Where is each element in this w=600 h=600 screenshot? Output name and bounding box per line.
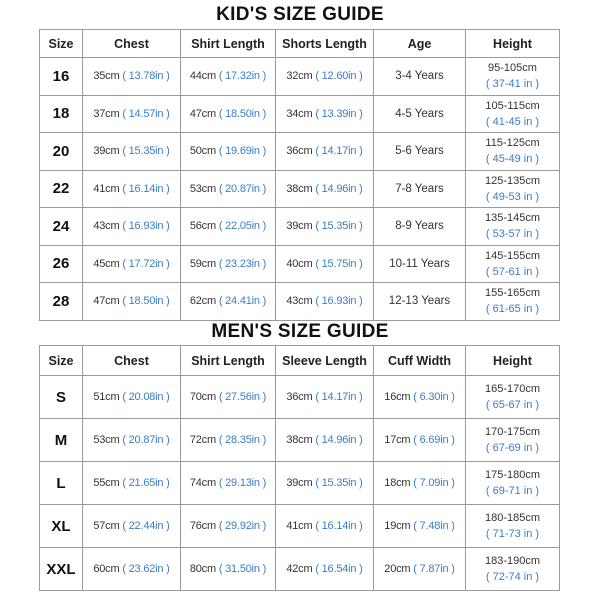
- shirt-cell: [181, 283, 276, 321]
- shirt-cell: [181, 133, 276, 171]
- shirt-inch-value: ( 17.32in ): [218, 70, 267, 83]
- chest-cell: [83, 505, 181, 548]
- height-cell: [466, 95, 560, 133]
- height-cell: [466, 419, 560, 462]
- height-cm-value: 183-190cm: [484, 555, 541, 567]
- cuff-inch-value: ( 6.30in ): [413, 391, 455, 403]
- chest-cm-value: 47cm: [93, 295, 120, 308]
- height-cell: [466, 58, 560, 96]
- chest-inch-value: ( 16.14in ): [122, 182, 170, 195]
- shorts-inch-value: ( 15.35in ): [315, 220, 363, 233]
- shorts-cell: [276, 283, 374, 321]
- chest-cell: [83, 376, 181, 419]
- shorts-inch-value: ( 15.75in ): [315, 257, 363, 270]
- table-row: [40, 283, 560, 321]
- cuff-cm-value: 17cm: [384, 434, 411, 446]
- shirt-cm-value: 74cm: [189, 477, 216, 489]
- height-inch-value: ( 57-61 in ): [485, 265, 540, 278]
- table-header-row: [40, 346, 560, 376]
- chest-cm-value: 41cm: [93, 182, 120, 195]
- sleeve-inch-value: ( 15.35in ): [315, 477, 363, 489]
- height-inch-value: ( 41-45 in ): [485, 115, 540, 128]
- cuff-cell: [374, 505, 466, 548]
- size-cell: 20: [40, 133, 83, 171]
- chest-cm-value: 51cm: [93, 391, 120, 403]
- shorts-cell: [276, 245, 374, 283]
- cuff-inch-value: ( 7.87in ): [413, 563, 455, 575]
- sleeve-cm-value: 39cm: [286, 477, 313, 489]
- height-inch-value: ( 53-57 in ): [485, 228, 540, 241]
- shorts-inch-value: ( 12.60in ): [315, 70, 363, 83]
- kids-size-table: [39, 29, 560, 321]
- chest-cell: [83, 548, 181, 591]
- cuff-cm-value: 18cm: [384, 477, 411, 489]
- chest-cm-value: 35cm: [93, 70, 120, 83]
- chest-cell: [83, 283, 181, 321]
- column-header: Cuff Width: [374, 346, 466, 376]
- sleeve-cm-value: 38cm: [286, 434, 313, 446]
- table-row: [40, 58, 560, 96]
- column-header: Chest: [83, 346, 181, 376]
- chest-cell: [83, 462, 181, 505]
- shirt-cm-value: 53cm: [189, 182, 216, 195]
- shorts-cm-value: 34cm: [286, 107, 313, 120]
- height-cell: [466, 170, 560, 208]
- shorts-cell: [276, 95, 374, 133]
- shirt-cm-value: 80cm: [189, 563, 216, 575]
- table-row: [40, 95, 560, 133]
- shirt-inch-value: ( 28.35in ): [218, 434, 267, 446]
- table-row: [40, 376, 560, 419]
- shirt-cm-value: 50cm: [189, 145, 216, 158]
- height-cm-value: 180-185cm: [484, 512, 541, 524]
- chest-cell: [83, 419, 181, 462]
- table-row: [40, 170, 560, 208]
- chest-inch-value: ( 23.62in ): [122, 563, 170, 575]
- age-cell: 12-13 Years: [374, 283, 466, 321]
- height-inch-value: ( 71-73 in ): [485, 528, 540, 540]
- table-row: [40, 133, 560, 171]
- height-inch-value: ( 61-65 in ): [485, 303, 540, 316]
- shorts-inch-value: ( 13.39in ): [315, 107, 363, 120]
- table-row: [40, 245, 560, 283]
- shorts-cell: [276, 58, 374, 96]
- shirt-inch-value: ( 19.69in ): [218, 145, 267, 158]
- height-cell: [466, 505, 560, 548]
- shirt-inch-value: ( 29.13in ): [218, 477, 267, 489]
- size-cell: 24: [40, 208, 83, 246]
- sleeve-inch-value: ( 14.17in ): [315, 391, 363, 403]
- shirt-inch-value: ( 27.56in ): [218, 391, 267, 403]
- shirt-cell: [181, 505, 276, 548]
- cuff-inch-value: ( 7.09in ): [413, 477, 455, 489]
- shirt-inch-value: ( 20.87in ): [218, 182, 267, 195]
- shirt-cell: [181, 208, 276, 246]
- chest-inch-value: ( 17.72in ): [122, 257, 170, 270]
- chest-inch-value: ( 20.87in ): [122, 434, 170, 446]
- height-cm-value: 155-165cm: [484, 287, 541, 300]
- height-cell: [466, 462, 560, 505]
- age-cell: 3-4 Years: [374, 58, 466, 96]
- chest-inch-value: ( 14.57in ): [122, 107, 170, 120]
- size-cell: XL: [40, 505, 83, 548]
- chest-cm-value: 57cm: [93, 520, 120, 532]
- shirt-inch-value: ( 31.50in ): [218, 563, 267, 575]
- table-header-row: [40, 30, 560, 58]
- cuff-cell: [374, 462, 466, 505]
- shirt-inch-value: ( 29.92in ): [218, 520, 267, 532]
- shorts-cm-value: 32cm: [286, 70, 313, 83]
- table-row: [40, 208, 560, 246]
- column-header: Age: [374, 30, 466, 58]
- sleeve-cm-value: 36cm: [286, 391, 313, 403]
- height-cell: [466, 208, 560, 246]
- cuff-cell: [374, 419, 466, 462]
- column-header: Shirt Length: [181, 30, 276, 58]
- shirt-cm-value: 56cm: [189, 220, 216, 233]
- height-inch-value: ( 65-67 in ): [485, 399, 540, 411]
- height-cell: [466, 245, 560, 283]
- shorts-cell: [276, 208, 374, 246]
- cuff-cell: [374, 376, 466, 419]
- height-inch-value: ( 67-69 in ): [485, 442, 540, 454]
- height-cm-value: 105-115cm: [485, 99, 540, 112]
- size-cell: 16: [40, 58, 83, 96]
- height-cm-value: 125-135cm: [484, 174, 541, 187]
- shirt-inch-value: ( 18.50in ): [218, 107, 267, 120]
- sleeve-cell: [276, 505, 374, 548]
- chest-cell: [83, 245, 181, 283]
- shirt-cell: [181, 95, 276, 133]
- size-cell: S: [40, 376, 83, 419]
- height-cm-value: 95-105cm: [488, 62, 537, 75]
- sleeve-cell: [276, 548, 374, 591]
- shorts-cell: [276, 133, 374, 171]
- cuff-inch-value: ( 6.69in ): [413, 434, 455, 446]
- table-row: [40, 505, 560, 548]
- shorts-cell: [276, 170, 374, 208]
- chest-cell: [83, 95, 181, 133]
- column-header: Height: [466, 346, 560, 376]
- height-cell: [466, 548, 560, 591]
- chest-cm-value: 37cm: [93, 107, 120, 120]
- kids-size-guide-title: KID'S SIZE GUIDE: [216, 4, 384, 25]
- age-cell: 8-9 Years: [374, 208, 466, 246]
- column-header: Height: [466, 30, 560, 58]
- age-cell: 4-5 Years: [374, 95, 466, 133]
- chest-cell: [83, 133, 181, 171]
- sleeve-inch-value: ( 16.14in ): [315, 520, 363, 532]
- sleeve-inch-value: ( 14.96in ): [315, 434, 363, 446]
- shorts-cm-value: 36cm: [286, 145, 313, 158]
- shirt-cell: [181, 419, 276, 462]
- height-cm-value: 115-125cm: [485, 137, 540, 150]
- shorts-cm-value: 40cm: [286, 257, 313, 270]
- shirt-cm-value: 76cm: [189, 520, 216, 532]
- chest-inch-value: ( 18.50in ): [122, 295, 170, 308]
- chest-inch-value: ( 16.93in ): [122, 220, 170, 233]
- shirt-inch-value: ( 23.23in ): [218, 257, 267, 270]
- shirt-cell: [181, 376, 276, 419]
- chest-cm-value: 43cm: [93, 220, 120, 233]
- shirt-cell: [181, 170, 276, 208]
- sleeve-cm-value: 41cm: [286, 520, 313, 532]
- shirt-cell: [181, 462, 276, 505]
- age-cell: 7-8 Years: [374, 170, 466, 208]
- sleeve-cm-value: 42cm: [286, 563, 313, 575]
- height-cm-value: 170-175cm: [484, 426, 541, 438]
- size-cell: L: [40, 462, 83, 505]
- chest-cm-value: 55cm: [93, 477, 120, 489]
- height-cm-value: 165-170cm: [484, 383, 541, 395]
- shirt-cm-value: 72cm: [189, 434, 216, 446]
- chest-inch-value: ( 13.78in ): [122, 70, 170, 83]
- table-row: [40, 548, 560, 591]
- sleeve-inch-value: ( 16.54in ): [315, 563, 363, 575]
- chest-inch-value: ( 20.08in ): [122, 391, 170, 403]
- shirt-cm-value: 62cm: [189, 295, 216, 308]
- height-cm-value: 135-145cm: [484, 212, 541, 225]
- height-inch-value: ( 49-53 in ): [485, 190, 540, 203]
- shirt-cm-value: 70cm: [189, 391, 216, 403]
- chest-cell: [83, 170, 181, 208]
- height-cell: [466, 376, 560, 419]
- sleeve-cell: [276, 462, 374, 505]
- shirt-cell: [181, 245, 276, 283]
- cuff-cm-value: 20cm: [384, 563, 411, 575]
- height-cell: [466, 283, 560, 321]
- chest-cell: [83, 208, 181, 246]
- height-cell: [466, 133, 560, 171]
- shirt-cm-value: 59cm: [189, 257, 216, 270]
- table-row: [40, 419, 560, 462]
- column-header: Size: [40, 346, 83, 376]
- height-inch-value: ( 37-41 in ): [485, 78, 540, 91]
- cuff-cm-value: 16cm: [384, 391, 411, 403]
- mens-size-table: [39, 345, 560, 591]
- chest-cm-value: 60cm: [93, 563, 120, 575]
- column-header: Shirt Length: [181, 346, 276, 376]
- shorts-inch-value: ( 14.96in ): [315, 182, 363, 195]
- size-cell: XXL: [40, 548, 83, 591]
- shorts-cm-value: 38cm: [286, 182, 313, 195]
- chest-cm-value: 39cm: [93, 145, 120, 158]
- cuff-inch-value: ( 7.48in ): [413, 520, 455, 532]
- height-cm-value: 145-155cm: [484, 249, 541, 262]
- shirt-cm-value: 47cm: [189, 107, 216, 120]
- height-cm-value: 175-180cm: [484, 469, 541, 481]
- cuff-cm-value: 19cm: [384, 520, 411, 532]
- shirt-cell: [181, 58, 276, 96]
- height-inch-value: ( 69-71 in ): [485, 485, 540, 497]
- chest-cm-value: 53cm: [93, 434, 120, 446]
- sleeve-cell: [276, 376, 374, 419]
- shirt-cm-value: 44cm: [189, 70, 216, 83]
- height-inch-value: ( 45-49 in ): [485, 153, 540, 166]
- shirt-inch-value: ( 22.05in ): [218, 220, 267, 233]
- column-header: Size: [40, 30, 83, 58]
- height-inch-value: ( 72-74 in ): [485, 571, 540, 583]
- shorts-cm-value: 39cm: [286, 220, 313, 233]
- shorts-cm-value: 43cm: [286, 295, 313, 308]
- age-cell: 5-6 Years: [374, 133, 466, 171]
- cuff-cell: [374, 548, 466, 591]
- shorts-inch-value: ( 14.17in ): [315, 145, 363, 158]
- sleeve-cell: [276, 419, 374, 462]
- shirt-inch-value: ( 24.41in ): [218, 295, 267, 308]
- chest-inch-value: ( 15.35in ): [122, 145, 170, 158]
- age-cell: 10-11 Years: [374, 245, 466, 283]
- chest-inch-value: ( 21.65in ): [122, 477, 170, 489]
- chest-inch-value: ( 22.44in ): [122, 520, 170, 532]
- size-cell: 26: [40, 245, 83, 283]
- size-cell: M: [40, 419, 83, 462]
- size-cell: 18: [40, 95, 83, 133]
- column-header: Shorts Length: [276, 30, 374, 58]
- size-cell: 28: [40, 283, 83, 321]
- table-row: [40, 462, 560, 505]
- chest-cell: [83, 58, 181, 96]
- column-header: Chest: [83, 30, 181, 58]
- column-header: Sleeve Length: [276, 346, 374, 376]
- shorts-inch-value: ( 16.93in ): [315, 295, 363, 308]
- mens-size-guide-title: MEN'S SIZE GUIDE: [211, 321, 389, 342]
- chest-cm-value: 45cm: [93, 257, 120, 270]
- size-cell: 22: [40, 170, 83, 208]
- shirt-cell: [181, 548, 276, 591]
